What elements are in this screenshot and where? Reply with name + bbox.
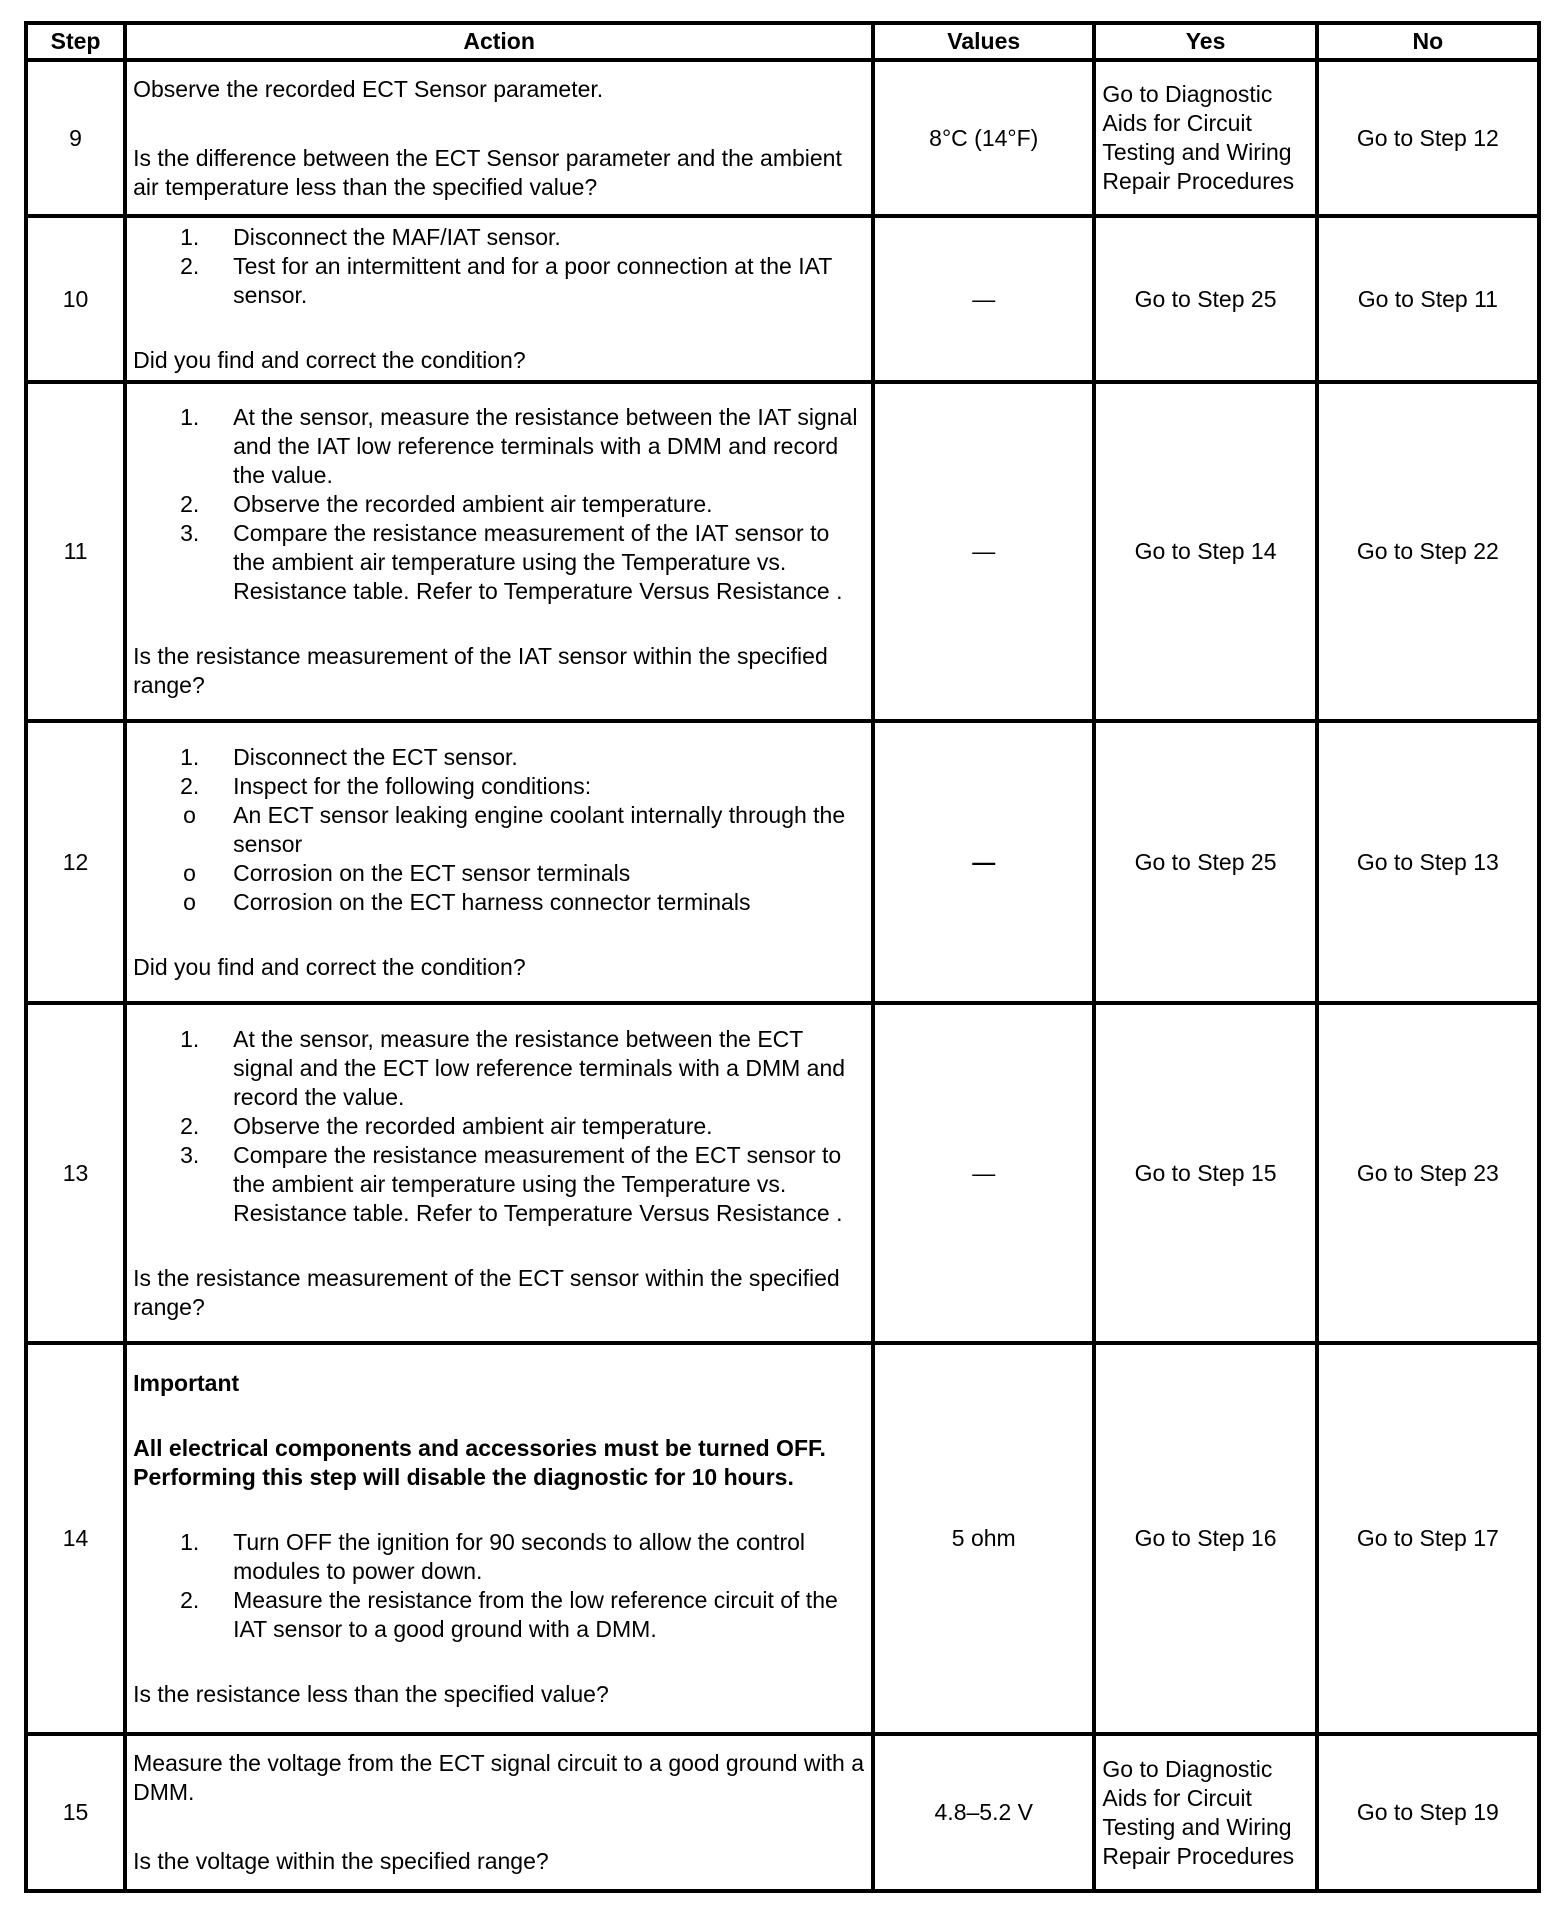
step-number: 12 bbox=[26, 721, 125, 1003]
list-item: 1. At the sensor, measure the resistance between the ECT signal and the ECT low reference terminals with a DMM and record the value. bbox=[180, 1025, 846, 1110]
table-row bbox=[26, 60, 1539, 216]
list-item: 1. At the sensor, measure the resistance between the IAT signal and the IAT low reference terminals with a DMM and record the value. bbox=[180, 404, 858, 488]
values-cell: 8°C (14°F) bbox=[873, 60, 1094, 216]
yes-link[interactable]: Go to Step 25 bbox=[1094, 216, 1316, 382]
step-number: 15 bbox=[26, 1734, 125, 1891]
sub-list-item: o Corrosion on the ECT sensor terminals bbox=[183, 859, 631, 886]
no-link[interactable]: Go to Step 19 bbox=[1317, 1734, 1539, 1891]
table-row bbox=[26, 1734, 1539, 1891]
list-item: 1. Turn OFF the ignition for 90 seconds to allow the control modules to power down. bbox=[180, 1528, 806, 1584]
values-cell: — bbox=[873, 1003, 1094, 1343]
list-item: 1. Disconnect the ECT sensor. bbox=[180, 743, 518, 770]
action-cell bbox=[125, 721, 873, 1003]
list-item: 1. Disconnect the MAF/IAT sensor. bbox=[180, 224, 561, 250]
action-question: Did you find and correct the condition? bbox=[133, 347, 526, 373]
action-question: Is the resistance measurement of the ECT sensor within the specified range? bbox=[133, 1264, 840, 1320]
no-link[interactable]: Go to Step 13 bbox=[1317, 721, 1539, 1003]
numbered-steps bbox=[133, 403, 865, 606]
diagnostic-table bbox=[24, 21, 1541, 1893]
step-number: 9 bbox=[26, 60, 125, 216]
list-item: 2. Observe the recorded ambient air temperature. bbox=[180, 1112, 713, 1139]
values-cell: 4.8–5.2 V bbox=[873, 1734, 1094, 1891]
important-label: Important bbox=[133, 1369, 240, 1396]
header-row bbox=[26, 23, 1539, 60]
action-cell bbox=[125, 1734, 873, 1891]
action-question: Did you find and correct the condition? bbox=[133, 953, 526, 980]
list-item: 2. Observe the recorded ambient air temperature. bbox=[180, 491, 713, 517]
table-row bbox=[26, 382, 1539, 721]
action-intro: Measure the voltage from the ECT signal circuit to a good ground with a DMM. bbox=[133, 1750, 864, 1805]
action-question: Is the resistance less than the specified value? bbox=[133, 1680, 609, 1707]
action-question: Is the voltage within the specified range? bbox=[133, 1848, 549, 1874]
numbered-steps bbox=[133, 743, 865, 917]
sub-list-item: o An ECT sensor leaking engine coolant internally through the sensor bbox=[183, 801, 846, 857]
yes-link[interactable]: Go to Step 16 bbox=[1094, 1343, 1316, 1734]
header-yes: Yes bbox=[1094, 23, 1316, 60]
important-note: All electrical components and accessories must be turned OFF. Performing this step will disable the diagnostic for 10 hours. bbox=[133, 1434, 826, 1490]
action-cell bbox=[125, 1343, 873, 1734]
numbered-steps bbox=[133, 1025, 865, 1228]
no-link[interactable]: Go to Step 12 bbox=[1317, 60, 1539, 216]
list-item: 3. Compare the resistance measurement of the IAT sensor to the ambient air temperature using the Temperature vs. Resistance table. Refer to Temperature Versus Resistance . bbox=[180, 520, 843, 604]
step-number: 13 bbox=[26, 1003, 125, 1343]
numbered-steps bbox=[133, 1528, 865, 1644]
step-number: 10 bbox=[26, 216, 125, 382]
header-no: No bbox=[1317, 23, 1539, 60]
values-cell: — bbox=[873, 721, 1094, 1003]
table-row bbox=[26, 1343, 1539, 1734]
action-cell bbox=[125, 1003, 873, 1343]
action-cell bbox=[125, 216, 873, 382]
header-step: Step bbox=[26, 23, 125, 60]
step-number: 14 bbox=[26, 1343, 125, 1734]
table-row bbox=[26, 1003, 1539, 1343]
action-intro: Observe the recorded ECT Sensor parameter. bbox=[133, 75, 604, 102]
table-row bbox=[26, 216, 1539, 382]
no-link[interactable]: Go to Step 17 bbox=[1317, 1343, 1539, 1734]
list-item: 2. Measure the resistance from the low reference circuit of the IAT sensor to a good ground with a DMM. bbox=[180, 1586, 838, 1642]
yes-link[interactable]: Go to Step 14 bbox=[1094, 382, 1316, 721]
list-item: 2. Test for an intermittent and for a poor connection at the IAT sensor. bbox=[180, 253, 832, 308]
yes-link[interactable]: Go to Diagnostic Aids for Circuit Testing and Wiring Repair Procedures bbox=[1094, 60, 1316, 216]
action-question: Is the resistance measurement of the IAT sensor within the specified range? bbox=[133, 643, 828, 698]
values-cell: — bbox=[873, 382, 1094, 721]
header-values: Values bbox=[873, 23, 1094, 60]
list-item: 2. Inspect for the following conditions: o An ECT sensor leaking engine coolant internally through the sensor o Corrosion on the ECT sensor terminals o Corrosion on the ECT harness connector terminals bbox=[133, 772, 865, 917]
no-link[interactable]: Go to Step 22 bbox=[1317, 382, 1539, 721]
sub-list bbox=[133, 801, 865, 917]
yes-link[interactable]: Go to Diagnostic Aids for Circuit Testing and Wiring Repair Procedures bbox=[1094, 1734, 1316, 1891]
step-number: 11 bbox=[26, 382, 125, 721]
yes-link[interactable]: Go to Step 25 bbox=[1094, 721, 1316, 1003]
numbered-steps bbox=[133, 223, 865, 310]
action-cell bbox=[125, 382, 873, 721]
yes-link[interactable]: Go to Step 15 bbox=[1094, 1003, 1316, 1343]
values-cell: — bbox=[873, 216, 1094, 382]
list-item: 3. Compare the resistance measurement of the ECT sensor to the ambient air temperature using the Temperature vs. Resistance table. Refer to Temperature Versus Resistance . bbox=[180, 1141, 843, 1226]
values-cell: 5 ohm bbox=[873, 1343, 1094, 1734]
no-link[interactable]: Go to Step 23 bbox=[1317, 1003, 1539, 1343]
sub-list-item: o Corrosion on the ECT harness connector terminals bbox=[183, 888, 751, 915]
table-row bbox=[26, 721, 1539, 1003]
header-action: Action bbox=[125, 23, 873, 60]
action-question: Is the difference between the ECT Sensor parameter and the ambient air temperature less than the specified value? bbox=[133, 144, 842, 200]
action-cell bbox=[125, 60, 873, 216]
no-link[interactable]: Go to Step 11 bbox=[1317, 216, 1539, 382]
